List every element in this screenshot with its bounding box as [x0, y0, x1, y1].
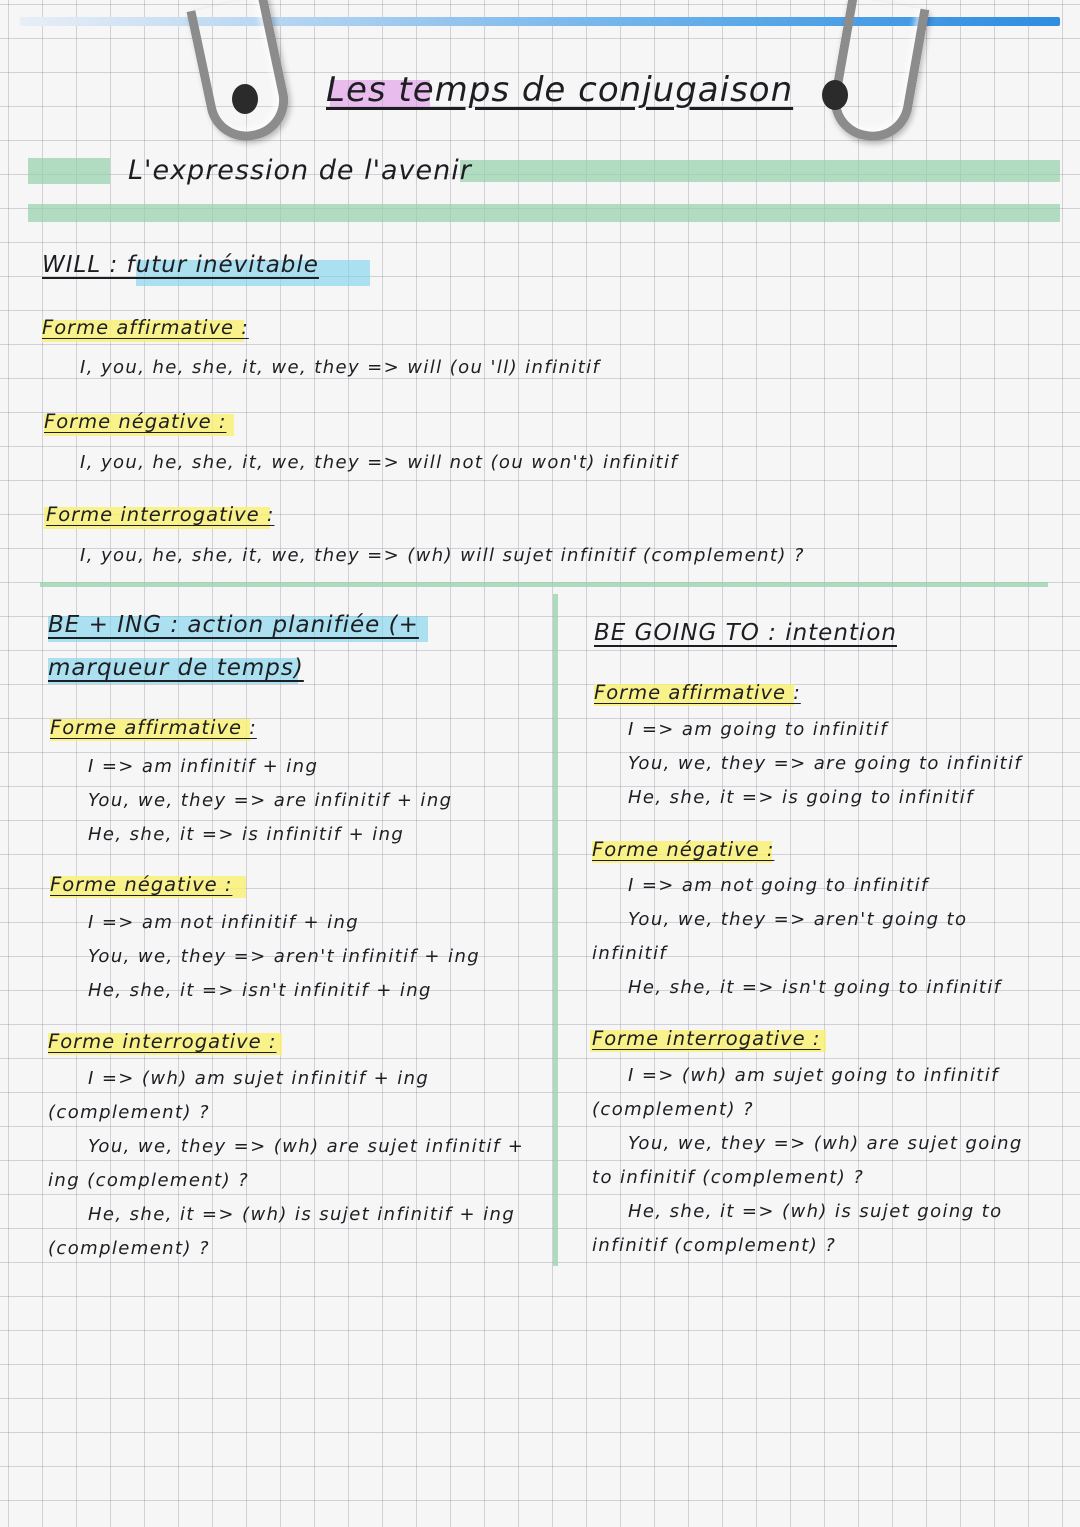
be-ing-interrogative-line: (complement) ? — [48, 1102, 210, 1123]
will-negative-line: I, you, he, she, it, we, they => will not (ou won't) infinitif — [80, 452, 679, 473]
binder-ring-clip-left — [232, 84, 258, 114]
be-ing-interrogative-line: I => (wh) am sujet infinitif + ing — [88, 1068, 430, 1089]
going-to-interrogative-line: I => (wh) am sujet going to infinitif — [628, 1065, 999, 1086]
going-to-negative-line: You, we, they => aren't going to — [628, 909, 968, 930]
be-ing-interrogative-line: He, she, it => (wh) is sujet infinitif + ing — [88, 1204, 516, 1225]
be-ing-negative-label: Forme négative : — [50, 873, 233, 896]
will-negative-label: Forme négative : — [44, 410, 227, 433]
going-to-interrogative-line: to infinitif (complement) ? — [592, 1167, 865, 1188]
be-ing-affirmative-label: Forme affirmative : — [50, 716, 257, 739]
be-ing-interrogative-line: (complement) ? — [48, 1238, 210, 1259]
going-to-affirmative-line: He, she, it => is going to infinitif — [628, 787, 974, 808]
going-to-affirmative-line: I => am going to infinitif — [628, 719, 888, 740]
going-to-negative-line: infinitif — [592, 943, 668, 964]
going-to-negative-line: I => am not going to infinitif — [628, 875, 929, 896]
going-to-negative-label: Forme négative : — [592, 838, 775, 861]
going-to-interrogative-label: Forme interrogative : — [592, 1027, 821, 1050]
be-ing-interrogative-line: ing (complement) ? — [48, 1170, 250, 1191]
be-ing-affirmative-line: He, she, it => is infinitif + ing — [88, 824, 405, 845]
be-ing-negative-line: You, we, they => aren't infinitif + ing — [88, 946, 481, 967]
will-heading: WILL : futur inévitable — [42, 252, 319, 278]
subtitle-bar-right — [460, 160, 1060, 182]
going-to-interrogative-line: infinitif (complement) ? — [592, 1235, 837, 1256]
going-to-affirmative-label: Forme affirmative : — [594, 681, 801, 704]
column-divider-vertical — [553, 594, 558, 1266]
section-divider-horizontal — [40, 582, 1048, 587]
be-ing-heading-line1: BE + ING : action planifiée (+ — [48, 612, 419, 638]
going-to-interrogative-line: He, she, it => (wh) is sujet going to — [628, 1201, 1003, 1222]
going-to-negative-line: He, she, it => isn't going to infinitif — [628, 977, 1002, 998]
be-ing-negative-line: I => am not infinitif + ing — [88, 912, 360, 933]
subtitle-underline-bar — [28, 204, 1060, 222]
going-to-heading: BE GOING TO : intention — [594, 620, 897, 646]
be-ing-negative-line: He, she, it => isn't infinitif + ing — [88, 980, 432, 1001]
will-interrogative-line: I, you, he, she, it, we, they => (wh) will sujet infinitif (complement) ? — [80, 545, 805, 566]
be-ing-interrogative-line: You, we, they => (wh) are sujet infinitif + — [88, 1136, 525, 1157]
be-ing-affirmative-line: I => am infinitif + ing — [88, 756, 319, 777]
will-interrogative-label: Forme interrogative : — [46, 503, 275, 526]
be-ing-interrogative-label: Forme interrogative : — [48, 1030, 277, 1053]
subtitle-bar-left — [28, 158, 110, 184]
page-title: Les temps de conjugaison — [326, 70, 794, 110]
be-ing-affirmative-line: You, we, they => are infinitif + ing — [88, 790, 453, 811]
going-to-interrogative-line: (complement) ? — [592, 1099, 754, 1120]
binder-ring-clip-right — [822, 80, 848, 110]
section-subtitle: L'expression de l'avenir — [128, 155, 472, 186]
going-to-affirmative-line: You, we, they => are going to infinitif — [628, 753, 1023, 774]
will-affirmative-label: Forme affirmative : — [42, 316, 249, 339]
be-ing-heading-line2: marqueur de temps) — [48, 655, 304, 681]
going-to-interrogative-line: You, we, they => (wh) are sujet going — [628, 1133, 1023, 1154]
will-affirmative-line: I, you, he, she, it, we, they => will (ou 'll) infinitif — [80, 357, 601, 378]
